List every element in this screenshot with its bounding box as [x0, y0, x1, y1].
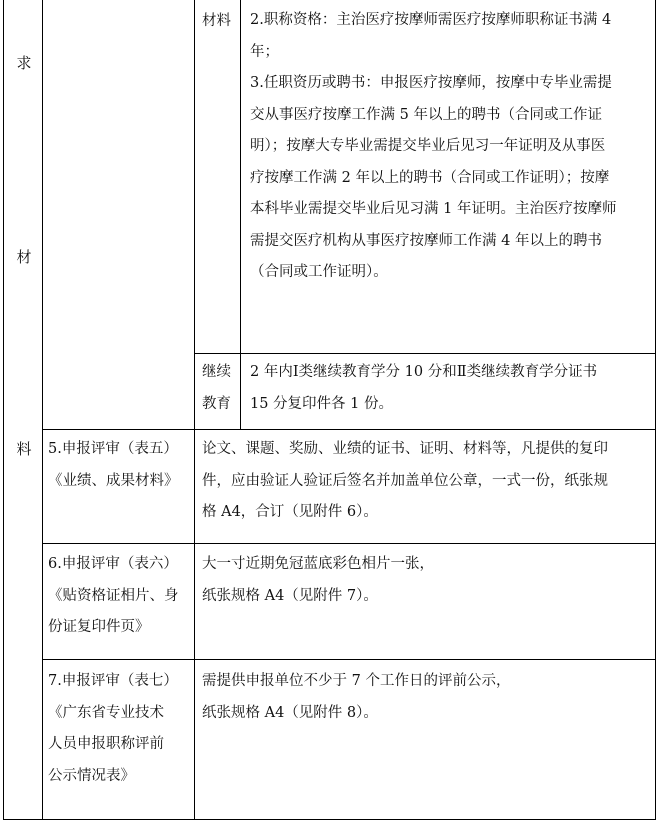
row-6-content: [202, 549, 652, 612]
material-line: （合同或工作证明）。: [250, 264, 388, 280]
material-line: 明）；按摩大专毕业需提交毕业后见习一年证明及从事医: [250, 138, 606, 154]
table-border-left: [3, 0, 4, 820]
row-7-line: 纸张规格 A4（见附件 8）。: [202, 704, 378, 721]
row-6-line: 纸张规格 A4（见附件 7）。: [202, 587, 378, 604]
row-5-title-line: 《业绩、成果材料》: [48, 472, 179, 489]
row-divider-2: [42, 429, 656, 430]
material-line: 交从事医疗按摩工作满 5 年以上的聘书（合同或工作证: [250, 106, 602, 123]
row-5-title-line: 5.申报评审（表五）: [48, 441, 178, 457]
education-label-line: 教育: [202, 395, 231, 412]
row-6-title-line: 6.申报评审（表六）: [48, 556, 178, 572]
education-line: 2 年内Ⅰ类继续教育学分 10 分和Ⅱ类继续教育学分证书: [250, 364, 598, 380]
row-5-line: 件，应由验证人验证后签名并加盖单位公章，一式一份，纸张规: [202, 472, 608, 489]
row-6-title-line: 份证复印件页》: [48, 619, 150, 635]
material-line: 本科毕业需提交毕业后见习满 1 年证明。主治医疗按摩师: [250, 201, 617, 217]
row-6-line: 大一寸近期免冠蓝底彩色相片一张，: [202, 556, 434, 572]
material-content: [250, 5, 650, 289]
row-5-content: [202, 434, 652, 529]
education-line: 15 分复印件各 1 份。: [250, 395, 394, 412]
side-label-char-1: 求: [16, 54, 32, 72]
material-line: 年；: [250, 43, 279, 60]
side-label-char-3: 料: [16, 440, 32, 458]
table-border-bottom: [3, 819, 656, 820]
row-divider-4: [42, 659, 656, 660]
row-7-title-line: 《广东省专业技术: [48, 704, 164, 721]
material-line: 2.职称资格：主治医疗按摩师需医疗按摩师职称证书满 4: [250, 12, 612, 28]
row-7-content: [202, 666, 652, 729]
column-divider-main: [194, 0, 195, 820]
row-7-title: [48, 666, 192, 792]
row-7-title-line: 公示情况表》: [48, 767, 135, 784]
column-divider-side: [42, 0, 43, 820]
row-6-title-line: 《贴资格证相片、身: [48, 587, 179, 604]
row-divider-1: [194, 353, 656, 354]
material-line: 需提交医疗机构从事医疗按摩师工作满 4 年以上的聘书: [250, 232, 602, 249]
row-5-line: 论文、课题、奖励、业绩的证书、证明、材料等，凡提供的复印: [202, 441, 608, 457]
row-5-line: 格 A4，合订（见附件 6）。: [202, 504, 378, 520]
side-label-char-2: 材: [16, 248, 32, 266]
row-divider-3: [42, 543, 656, 544]
education-content: [250, 357, 650, 420]
material-line: 3.任职资历或聘书：申报医疗按摩师，按摩中专毕业需提: [250, 75, 612, 91]
education-label-line: 继续: [202, 364, 231, 380]
education-label: [202, 357, 238, 420]
table-border-right: [655, 0, 656, 820]
material-line: 疗按摩工作满 2 年以上的聘书（合同或工作证明）；按摩: [250, 169, 610, 186]
row-7-title-line: 7.申报评审（表七）: [48, 673, 178, 689]
row-6-title: [48, 549, 192, 644]
material-label: 材料: [202, 13, 231, 29]
row-7-title-line: 人员申报职称评前: [48, 736, 164, 752]
row-7-line: 需提供申报单位不少于 7 个工作日的评前公示，: [202, 673, 511, 689]
row-5-title: [48, 434, 192, 497]
column-divider-sublabel: [240, 0, 241, 429]
